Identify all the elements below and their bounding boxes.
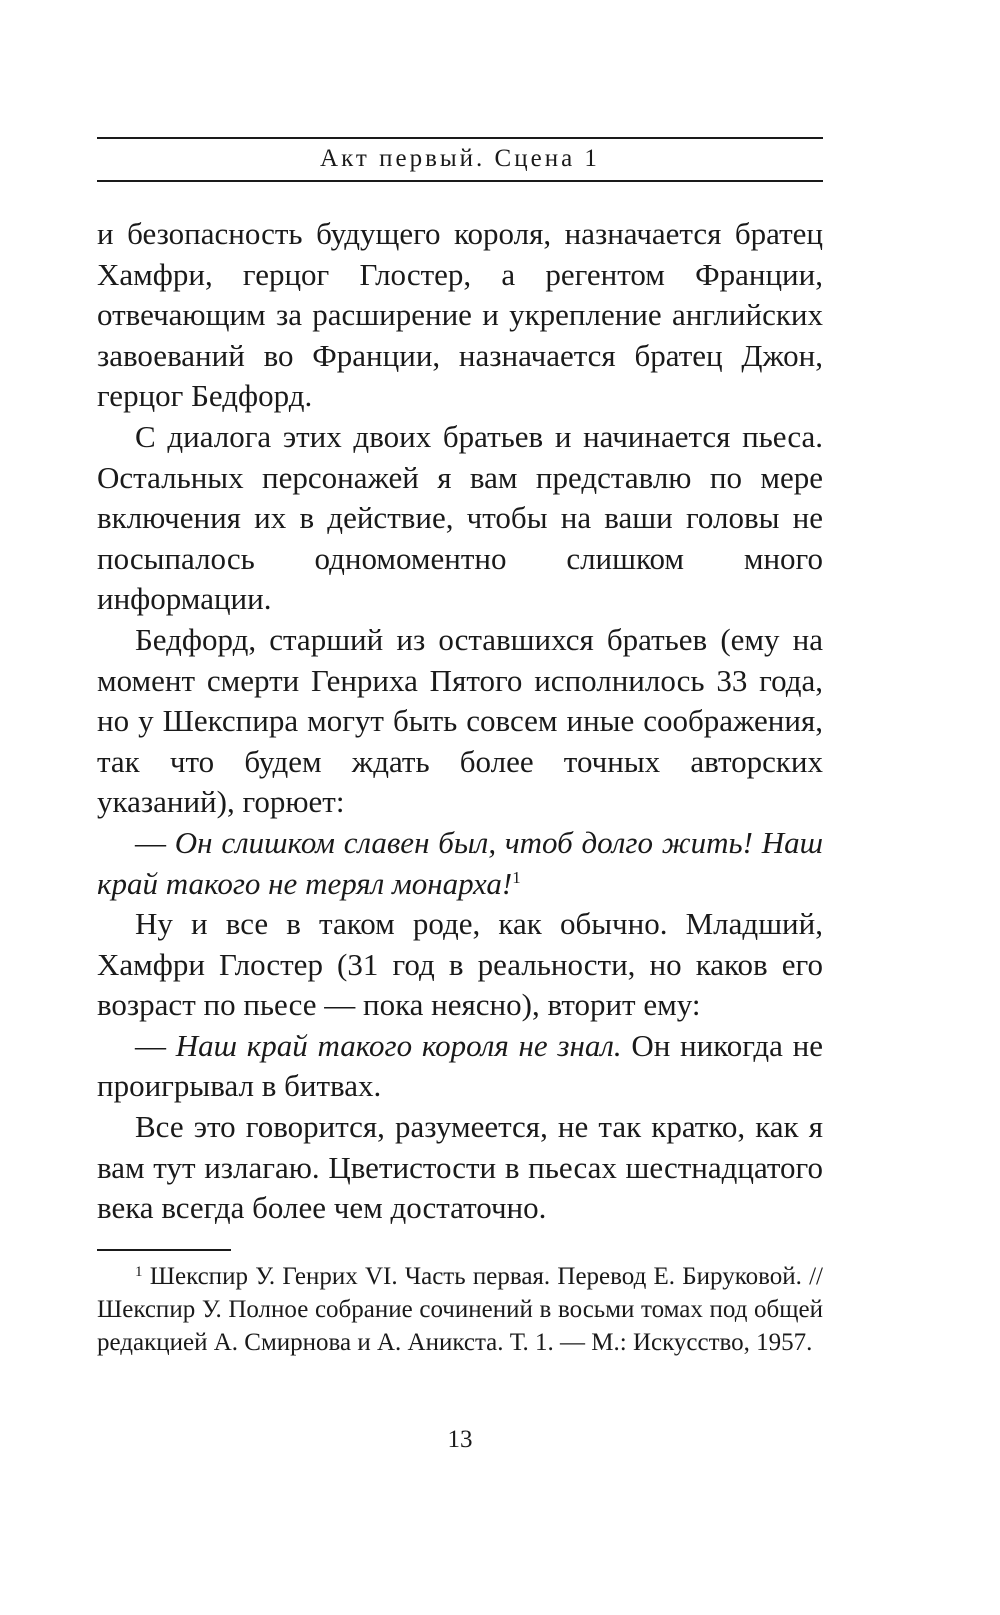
quote-2-dash: — xyxy=(135,1027,176,1063)
paragraph-1: и безопасность будущего короля, назначается братец Хамфри, герцог Глостер, а регентом Франции, отвечающим за расширение и укрепление английских завоеваний во Франции, назначается братец Джон, герцог Бедфорд. xyxy=(97,216,823,414)
quote-2-tail: Он никогда не проигрывал в битвах. xyxy=(97,1027,823,1104)
paragraph-3: Бедфорд, старший из оставшихся братьев (ему на момент смерти Генриха Пятого исполнилось 33 года, но у Шекспира могут быть совсем иные соображения, так что будем ждать более точных авторских указаний), горюет: xyxy=(97,621,823,820)
footnote-text: Шекспир У. Генрих VI. Часть первая. Перевод Е. Бируковой. // Шекспир У. Полное собрание сочинений в восьми томах под общей редакцией А. Смирнова и А. Аникста. Т. 1. — М.: Искусство, 1957. xyxy=(97,1263,823,1356)
paragraph-4: Ну и все в таком роде, как обычно. Младший, Хамфри Глостер (31 год в реальности, но каков его возраст по пьесе — пока неясно), вторит ему: xyxy=(97,906,823,1023)
running-title: Акт первый. Сцена 1 xyxy=(320,145,600,172)
paragraph-6: Все это говорится, разумеется, не так кратко, как я вам тут излагаю. Цветистости в пьесах шестнадцатого века всегда более чем достаточно. xyxy=(97,1109,823,1226)
main-text xyxy=(97,214,823,1229)
footnote-paragraph xyxy=(97,1260,823,1359)
quote-1-text: Он слишком славен был, чтоб долго жить! Наш край такого не терял монарха! xyxy=(97,824,823,901)
quote-1-dash: — xyxy=(135,824,175,860)
header-rule-top xyxy=(97,137,823,139)
footnote-separator xyxy=(97,1249,231,1251)
paragraph-2: С диалога этих двоих братьев и начинается пьеса. Остальных персонажей я вам представлю по мере включения их в действие, чтобы на ваши головы не посыпалось одномоментно слишком много информации. xyxy=(97,418,823,617)
footnote-reference[interactable]: 1 xyxy=(512,867,521,887)
quote-1 xyxy=(97,823,823,904)
footnote xyxy=(97,1260,823,1359)
quote-2-text: Наш край такого короля не знал. xyxy=(175,1027,622,1063)
page-number: 13 xyxy=(447,1426,473,1453)
header-rule-bottom xyxy=(97,180,823,182)
quote-2 xyxy=(97,1026,823,1107)
footnote-mark: 1 xyxy=(135,1264,143,1280)
